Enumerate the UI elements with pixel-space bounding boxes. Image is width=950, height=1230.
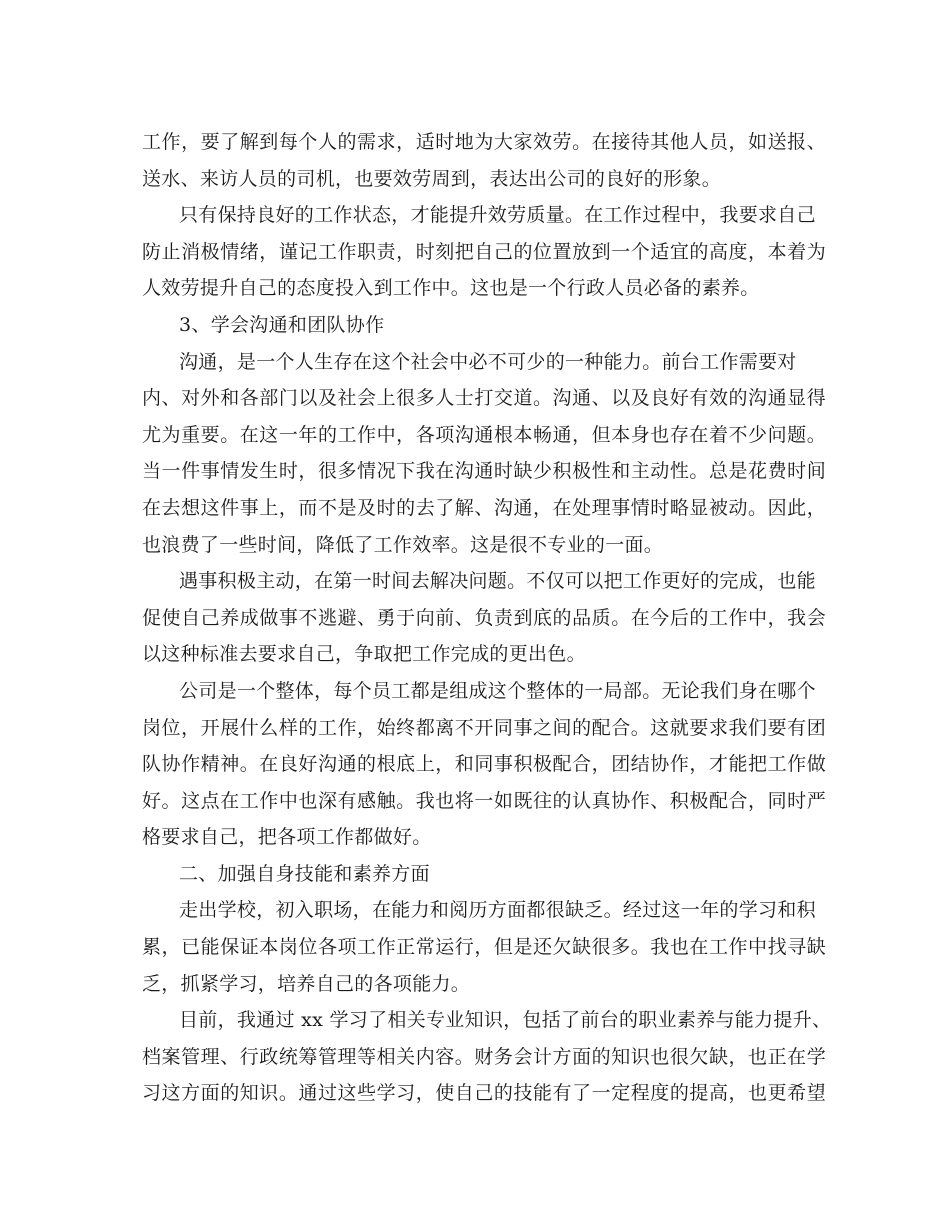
section-heading: 3、学会沟通和团队协作	[179, 313, 385, 336]
paragraph-line: 好。这点在工作中也深有感触。我也将一如既往的认真协作、积极配合，同时严	[142, 789, 827, 812]
paragraph-line: 以这种标准去要求自己，争取把工作完成的更出色。	[142, 643, 586, 666]
paragraph-line: 累，已能保证本岗位各项工作正常运行，但是还欠缺很多。我也在工作中找寻缺	[142, 936, 827, 959]
paragraph-line: 公司是一个整体，每个员工都是组成这个整体的一局部。无论我们身在哪个	[179, 679, 816, 702]
paragraph-line: 格要求自己，把各项工作都做好。	[142, 826, 432, 849]
paragraph-line: 习这方面的知识。通过这些学习，使自己的技能有了一定程度的提高，也更希望	[142, 1082, 827, 1105]
paragraph-line: 促使自己养成做事不逃避、勇于向前、负责到底的品质。在今后的工作中，我会	[142, 606, 827, 629]
paragraph-line: 遇事积极主动，在第一时间去解决问题。不仅可以把工作更好的完成，也能	[179, 570, 816, 593]
paragraph-line: 也浪费了一些时间，降低了工作效率。这是很不专业的一面。	[142, 533, 664, 556]
paragraph-line: 工作，要了解到每个人的需求，适时地为大家效劳。在接待其他人员，如送报、	[142, 131, 827, 153]
paragraph-line: 防止消极情绪，谨记工作职责，时刻把自己的位置放到一个适宜的高度，本着为	[142, 240, 827, 263]
paragraph-line: 走出学校，初入职场，在能力和阅历方面都很缺乏。经过这一年的学习和积	[179, 899, 816, 922]
paragraph-line: 尤为重要。在这一年的工作中，各项沟通根本畅通，但本身也存在着不少问题。	[142, 423, 827, 446]
paragraph-line: 在去想这件事上，而不是及时的去了解、沟通，在处理事情时略显被动。因此，	[142, 496, 827, 519]
paragraph-line: 只有保持良好的工作状态，才能提升效劳质量。在工作过程中，我要求自己	[179, 204, 816, 227]
paragraph-line: 沟通，是一个人生存在这个社会中必不可少的一种能力。前台工作需要对	[179, 350, 797, 373]
section-heading: 二、加强自身技能和素养方面	[179, 862, 430, 885]
paragraph-line: 送水、来访人员的司机，也要效劳周到，表达出公司的良好的形象。	[142, 167, 722, 190]
paragraph-line: 内、对外和各部门以及社会上很多人士打交道。沟通、以及良好有效的沟通显得	[142, 387, 827, 410]
paragraph-line: 人效劳提升自己的态度投入到工作中。这也是一个行政人员必备的素养。	[142, 277, 760, 300]
paragraph-line: 队协作精神。在良好沟通的根底上，和同事积极配合，团结协作，才能把工作做	[142, 753, 827, 776]
document-page	[142, 124, 832, 1112]
paragraph-line: 目前，我通过 xx 学习了相关专业知识，包括了前台的职业素养与能力提升、	[179, 1009, 832, 1032]
paragraph-line: 档案管理、行政统筹管理等相关内容。财务会计方面的知识也很欠缺，也正在学	[142, 1045, 827, 1068]
paragraph-line: 岗位，开展什么样的工作，始终都离不开同事之间的配合。这就要求我们要有团	[142, 716, 827, 739]
paragraph-line: 当一件事情发生时，很多情况下我在沟通时缺少积极性和主动性。总是花费时间	[142, 460, 827, 483]
paragraph-line: 乏，抓紧学习，培养自己的各项能力。	[142, 972, 471, 995]
